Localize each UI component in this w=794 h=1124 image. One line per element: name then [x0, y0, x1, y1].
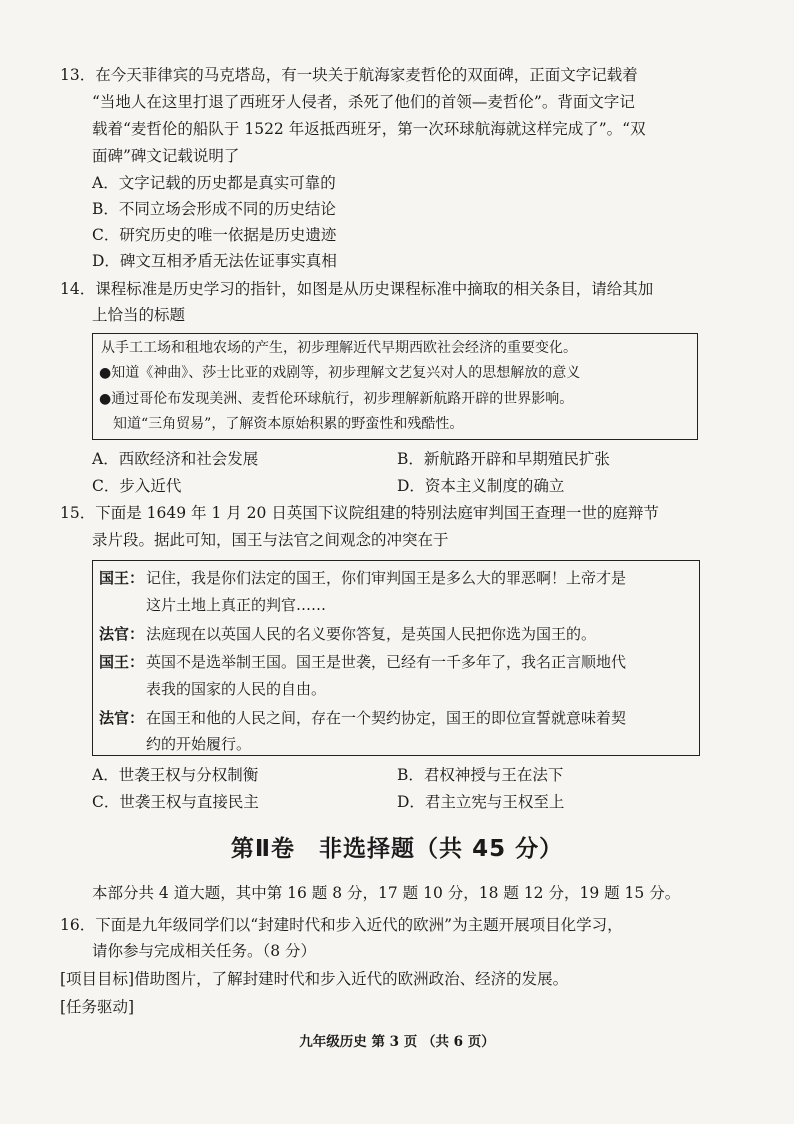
q14-stem-line-2: 上恰当的标题: [92, 306, 186, 324]
standard-item-4: 知道“三角贸易”，了解资本原始积累的野蛮性和残酷性。: [113, 416, 464, 432]
q13-option-d[interactable]: D．碑文互相矛盾无法佐证事实真相: [92, 252, 337, 270]
q15-option-a[interactable]: A．世袭王权与分权制衡: [92, 766, 259, 784]
trial-transcript-box: [92, 560, 700, 756]
q13-option-c[interactable]: C．研究历史的唯一依据是历史遗迹: [92, 226, 337, 244]
speaker-king-1: 国王：: [99, 569, 145, 587]
q14-stem-line-1: 14．课程标准是历史学习的指针，如图是从历史课程标准中摘取的相关条目，请给其加: [60, 280, 654, 298]
section-intro: 本部分共 4 道大题，其中第 16 题 8 分，17 题 10 分，18 题 12 分，19 题 15 分。: [92, 884, 681, 902]
q13-stem-line-2: “当地人在这里打退了西班牙人侵者，杀死了他们的首领—麦哲伦”。背面文字记: [92, 93, 635, 111]
standard-item-3: ●通过哥伦布发现美洲、麦哲伦环球航行，初步理解新航路开辟的世界影响。: [99, 391, 574, 407]
q16-task-driver: [任务驱动]: [60, 998, 135, 1016]
q13-stem-line-4: 面碑”碑文记载说明了: [92, 147, 240, 165]
section-title: 第Ⅱ卷 非选择题（共 45 分）: [230, 836, 564, 862]
q13-stem-line-1: 13．在今天菲律宾的马克塔岛，有一块关于航海家麦哲伦的双面碑，正面文字记载着: [60, 66, 638, 84]
q15-option-d[interactable]: D．君主立宪与王权至上: [397, 793, 565, 811]
q15-option-b[interactable]: B．君权神授与王在法下: [397, 766, 564, 784]
king-line-1b: 这片土地上真正的判官……: [146, 596, 327, 614]
q15-option-c[interactable]: C．世袭王权与直接民主: [92, 793, 259, 811]
speaker-judge-2: 法官：: [99, 709, 145, 727]
speaker-king-2: 国王：: [99, 653, 145, 671]
judge-line-2a: 在国王和他的人民之间，存在一个契约协定，国王的即位宣誓就意味着契: [146, 709, 627, 727]
standard-item-2: ●知道《神曲》、莎士比亚的戏剧等，初步理解文艺复兴对人的思想解放的意义: [99, 365, 581, 381]
standard-item-1: 从手工工场和租地农场的产生，初步理解近代早期西欧社会经济的重要变化。: [101, 340, 577, 356]
q16-stem-line-2: 请你参与完成相关任务。（8 分）: [92, 942, 317, 960]
king-line-2a: 英国不是选举制王国。国王是世袭，已经有一千多年了，我名正言顺地代: [146, 653, 627, 671]
q14-option-b[interactable]: B．新航路开辟和早期殖民扩张: [397, 450, 610, 468]
q14-option-d[interactable]: D．资本主义制度的确立: [397, 477, 565, 495]
q14-option-c[interactable]: C．步入近代: [92, 477, 182, 495]
curriculum-standards-box: [92, 333, 698, 440]
king-line-2b: 表我的国家的人民的自由。: [146, 680, 327, 698]
judge-line-2b: 约的开始履行。: [146, 735, 252, 753]
q16-project-goal: [项目目标]借助图片，了解封建时代和步入近代的欧洲政治、经济的发展。: [60, 970, 569, 988]
q13-option-b[interactable]: B．不同立场会形成不同的历史结论: [92, 200, 336, 218]
q15-stem-line-2: 录片段。据此可知，国王与法官之间观念的冲突在于: [92, 531, 449, 549]
speaker-judge-1: 法官：: [99, 625, 145, 643]
judge-line-1: 法庭现在以英国人民的名义要你答复，是英国人民把你选为国王的。: [146, 625, 597, 643]
q13-stem-line-3: 载着“麦哲伦的船队于 1522 年返抵西班牙，第一次环球航海就这样完成了”。“双: [92, 120, 646, 138]
q15-stem-line-1: 15．下面是 1649 年 1 月 20 日英国下议院组建的特别法庭审判国王查理一世的庭辩节: [60, 504, 659, 522]
page-footer: 九年级历史 第 3 页 （共 6 页）: [299, 1034, 495, 1050]
king-line-1a: 记住，我是你们法定的国王，你们审判国王是多么大的罪恶啊！上帝才是: [146, 569, 627, 587]
q16-stem-line-1: 16．下面是九年级同学们以“封建时代和步入近代的欧洲”为主题开展项目化学习，: [60, 916, 623, 934]
q13-option-a[interactable]: A．文字记载的历史都是真实可靠的: [92, 174, 336, 192]
q14-option-a[interactable]: A．西欧经济和社会发展: [92, 450, 259, 468]
